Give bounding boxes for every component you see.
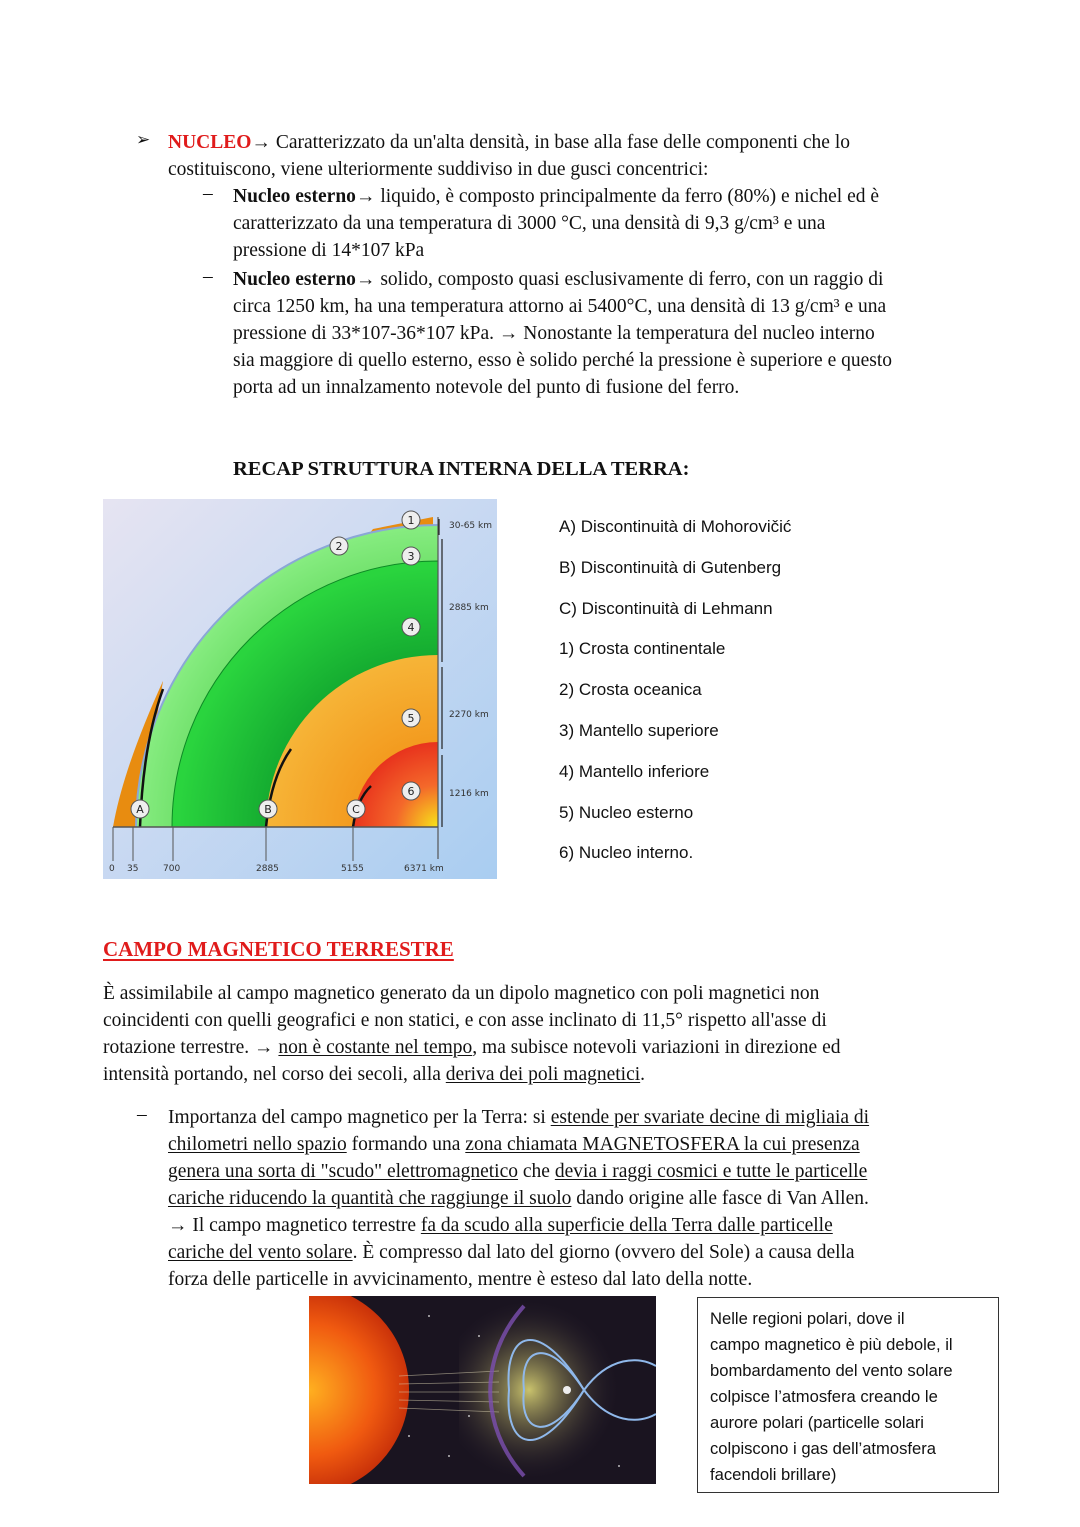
- svg-text:30-65 km: 30-65 km: [449, 521, 492, 531]
- nucleo-item-1-line1: Nucleo esterno→ liquido, è composto principalmente da ferro (80%) e nichel ed è: [233, 186, 880, 207]
- dash-marker: –: [203, 183, 213, 204]
- svg-text:6: 6: [407, 785, 415, 798]
- svg-text:0: 0: [109, 864, 115, 874]
- nucleo-item-1-line2: caratterizzato da una temperatura di 3000 °C, una densità di 9,3 g/cm³ e una: [233, 213, 826, 234]
- svg-text:4: 4: [407, 621, 415, 634]
- legend-item: C) Discontinuità di Lehmann: [559, 598, 773, 618]
- aurora-note-box: Nelle regioni polari, dove il campo magnetico è più debole, il bombardamento del vento solare colpisce l’atmosfera creando le aurore polari (particelle solari colpiscono i gas dell’atmosfera facendoli brillare): [697, 1297, 999, 1493]
- nucleo-item-2-line5: porta ad un innalzamento notevole del punto di fusione del ferro.: [233, 377, 740, 398]
- campo-p1-line3: rotazione terrestre. → non è costante nel tempo, ma subisce notevoli variazioni in direzione ed: [103, 1037, 841, 1058]
- campo-p1-line2: coincidenti con quelli geografici e non statici, e con asse inclinato di 11,5° rispetto all'asse di: [103, 1010, 827, 1031]
- campo-bullet-line6: cariche del vento solare. È compresso dal lato del giorno (ovvero del Sole) a causa della: [168, 1242, 855, 1263]
- campo-bullet-line4: cariche riducendo la quantità che raggiunge il suolo dando origine alle fasce di Van Allen.: [168, 1188, 869, 1209]
- legend-item: 2) Crosta oceanica: [559, 680, 702, 700]
- campo-p1-line1: È assimilabile al campo magnetico generato da un dipolo magnetico con poli magnetici non: [103, 983, 820, 1004]
- svg-text:1: 1: [407, 514, 415, 527]
- nucleo-item-2-line1: Nucleo esterno→ solido, composto quasi esclusivamente di ferro, con un raggio di: [233, 269, 884, 290]
- campo-bullet-line7: forza delle particelle in avvicinamento, mentre è esteso dal lato della notte.: [168, 1269, 753, 1290]
- section-title-campo-magnetico: CAMPO MAGNETICO TERRESTRE: [103, 937, 454, 961]
- nucleo-item-1-line3: pressione di 14*107 kPa: [233, 240, 425, 261]
- earth-structure-diagram: [103, 499, 497, 879]
- legend-item: 3) Mantello superiore: [559, 720, 719, 740]
- svg-text:2885: 2885: [256, 864, 279, 874]
- svg-text:2: 2: [335, 540, 343, 553]
- legend-item: 1) Crosta continentale: [559, 639, 726, 659]
- nucleo-intro-line1: NUCLEO→ Caratterizzato da un'alta densità, in base alla fase delle componenti che lo: [168, 132, 850, 153]
- campo-bullet-line1: Importanza del campo magnetico per la Terra: si estende per svariate decine di migliaia di: [168, 1107, 870, 1128]
- svg-text:C: C: [352, 803, 360, 816]
- svg-text:35: 35: [127, 864, 139, 874]
- svg-text:B: B: [264, 803, 272, 816]
- svg-text:2270 km: 2270 km: [449, 710, 489, 720]
- nucleo-title: NUCLEO: [168, 132, 252, 153]
- recap-title: RECAP STRUTTURA INTERNA DELLA TERRA:: [233, 458, 690, 480]
- dash-marker: –: [137, 1104, 147, 1125]
- svg-text:2885 km: 2885 km: [449, 603, 489, 613]
- svg-text:5155: 5155: [341, 864, 364, 874]
- bullet-arrow-icon: ➢: [136, 130, 151, 149]
- campo-bullet-line5: → Il campo magnetico terrestre fa da scudo alla superficie della Terra dalle particelle: [168, 1215, 833, 1236]
- legend-item: 5) Nucleo esterno: [559, 802, 694, 822]
- nucleo-item-2-line2: circa 1250 km, ha una temperatura attorno ai 5400°C, una densità di 13 g/cm³ e una: [233, 296, 887, 317]
- campo-p1-line4: intensità portando, nel corso dei secoli, alla deriva dei poli magnetici.: [103, 1064, 646, 1085]
- campo-bullet-line2: chilometri nello spazio formando una zona chiamata MAGNETOSFERA la cui presenza: [168, 1134, 860, 1155]
- svg-text:6371 km: 6371 km: [404, 864, 444, 874]
- nucleo-item-2-line3: pressione di 33*107-36*107 kPa. → Nonostante la temperatura del nucleo interno: [233, 323, 875, 344]
- svg-text:A: A: [136, 803, 144, 816]
- diagram-legend: [559, 514, 791, 881]
- magnetosphere-image: [309, 1296, 656, 1484]
- legend-item: 4) Mantello inferiore: [559, 761, 710, 781]
- campo-bullet-line3: genera una sorta di "scudo" elettromagnetico che devia i raggi cosmici e tutte le particelle: [168, 1161, 868, 1182]
- dash-marker: –: [203, 266, 213, 287]
- svg-text:3: 3: [407, 550, 415, 563]
- svg-text:700: 700: [163, 864, 181, 874]
- svg-text:5: 5: [407, 712, 415, 725]
- nucleo-item-2-line4: sia maggiore di quello esterno, esso è solido perché la pressione è superiore e questo: [233, 350, 893, 371]
- svg-text:1216 km: 1216 km: [449, 789, 489, 799]
- legend-item: 6) Nucleo interno.: [559, 843, 694, 863]
- nucleo-intro-line2: costituiscono, viene ulteriormente suddiviso in due gusci concentrici:: [168, 159, 709, 180]
- legend-item: B) Discontinuità di Gutenberg: [559, 557, 782, 577]
- legend-item: A) Discontinuità di Mohorovičić: [559, 517, 792, 536]
